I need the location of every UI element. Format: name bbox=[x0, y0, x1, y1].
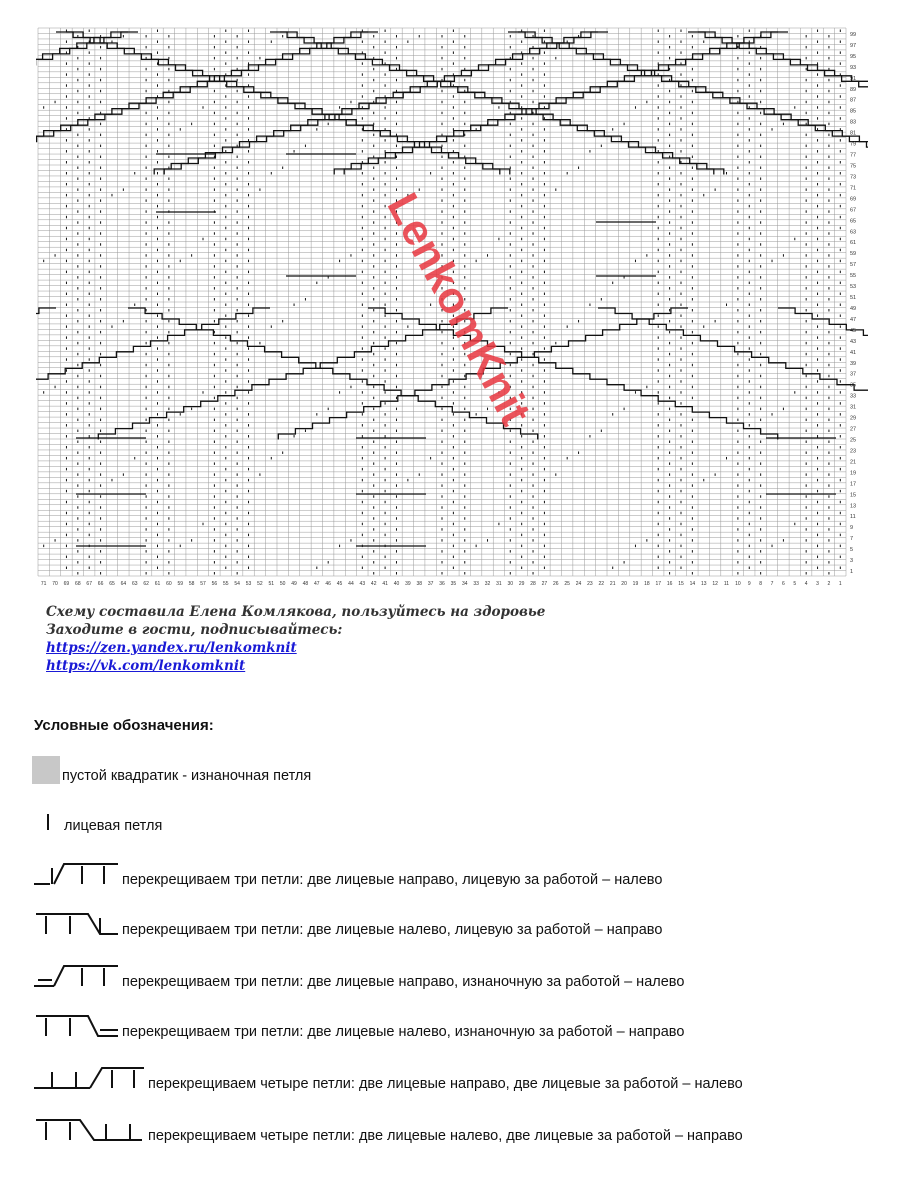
column-number-label: 58 bbox=[188, 581, 195, 587]
column-number-label: 51 bbox=[268, 581, 275, 587]
row-number-label: 3 bbox=[850, 558, 854, 565]
column-number-label: 11 bbox=[723, 581, 730, 587]
column-number-label: 48 bbox=[302, 581, 309, 587]
column-number-label: 47 bbox=[314, 581, 320, 587]
column-number-label: 36 bbox=[439, 581, 445, 587]
author-note: Схему составила Елена Комлякова, пользуйтесь на здоровье bbox=[46, 604, 546, 620]
legend-title: Условные обозначения: bbox=[34, 717, 214, 734]
row-number-label: 63 bbox=[850, 229, 857, 236]
column-number-label: 56 bbox=[211, 581, 218, 587]
column-number-label: 57 bbox=[200, 581, 206, 587]
column-number-label: 70 bbox=[52, 581, 58, 587]
column-number-label: 28 bbox=[530, 581, 536, 587]
column-number-label: 71 bbox=[40, 581, 47, 587]
column-number-label: 43 bbox=[359, 581, 366, 587]
column-number-label: 66 bbox=[97, 581, 104, 587]
cable-cross-line bbox=[344, 32, 788, 175]
row-number-label: 65 bbox=[850, 218, 857, 225]
legend-item-cross-3-right-knit bbox=[32, 860, 662, 888]
row-number-label: 99 bbox=[850, 31, 857, 38]
row-number-label: 13 bbox=[850, 503, 857, 510]
legend-item-cross-4-left bbox=[32, 1116, 743, 1144]
column-number-label: 55 bbox=[222, 581, 229, 587]
legend-item-cross-4-right bbox=[32, 1064, 743, 1092]
row-number-label: 59 bbox=[850, 251, 857, 258]
row-number-label: 91 bbox=[850, 75, 857, 82]
row-number-label: 23 bbox=[850, 448, 857, 455]
legend-text: перекрещиваем три петли: две лицевые налево, изнаночную за работой – направо bbox=[122, 1024, 685, 1040]
column-number-label: 50 bbox=[279, 581, 286, 587]
column-number-label: 23 bbox=[587, 581, 593, 587]
row-number-label: 49 bbox=[850, 305, 857, 312]
row-number-label: 95 bbox=[850, 53, 857, 60]
knitting-chart bbox=[36, 26, 868, 598]
row-number-label: 37 bbox=[850, 371, 857, 378]
cable-cross-line bbox=[36, 32, 368, 175]
row-number-label: 71 bbox=[850, 185, 857, 192]
cable-cross-line bbox=[270, 32, 714, 175]
column-number-label: 12 bbox=[712, 581, 718, 587]
column-number-label: 14 bbox=[689, 581, 696, 587]
cross-right-purl-icon bbox=[32, 962, 120, 990]
column-number-label: 31 bbox=[496, 581, 502, 587]
column-number-label: 33 bbox=[473, 581, 479, 587]
row-number-label: 7 bbox=[850, 536, 854, 543]
knit-bar-icon bbox=[32, 812, 62, 834]
column-number-label: 25 bbox=[564, 581, 570, 587]
column-number-label: 19 bbox=[632, 581, 639, 587]
column-number-label: 26 bbox=[553, 581, 559, 587]
row-number-label: 57 bbox=[850, 262, 857, 269]
row-number-label: 17 bbox=[850, 481, 857, 488]
column-number-label: 38 bbox=[416, 581, 423, 587]
row-number-label: 35 bbox=[850, 382, 857, 389]
row-number-label: 79 bbox=[850, 141, 857, 148]
legend-text: перекрещиваем три петли: две лицевые направо, лицевую за работой – налево bbox=[122, 872, 663, 888]
column-number-label: 9 bbox=[747, 581, 751, 587]
row-number-label: 93 bbox=[850, 64, 857, 71]
column-number-label: 67 bbox=[86, 581, 92, 587]
legend-text: перекрещиваем три петли: две лицевые налево, лицевую за работой – направо bbox=[122, 922, 663, 938]
legend-text: пустой квадратик - изнаночная петля bbox=[62, 768, 312, 784]
legend-item-purl bbox=[32, 756, 311, 784]
cross-left-purl-icon bbox=[32, 1012, 120, 1040]
row-number-label: 77 bbox=[850, 152, 857, 159]
row-number-label: 27 bbox=[850, 426, 857, 433]
row-number-label: 55 bbox=[850, 273, 857, 280]
legend-text: перекрещиваем четыре петли: две лицевые налево, две лицевые за работой – направо bbox=[148, 1128, 743, 1144]
row-number-label: 41 bbox=[850, 349, 857, 356]
zen-link[interactable]: https://zen.yandex.ru/lenkomknit bbox=[46, 640, 297, 656]
vk-link[interactable]: https://vk.com/lenkomknit bbox=[46, 658, 246, 674]
column-number-label: 2 bbox=[827, 581, 831, 587]
column-number-label: 54 bbox=[234, 581, 240, 587]
row-number-label: 85 bbox=[850, 108, 857, 115]
row-number-label: 75 bbox=[850, 163, 857, 170]
column-number-label: 20 bbox=[621, 581, 627, 587]
cable-cross-line bbox=[36, 308, 270, 440]
cross-4-right-icon bbox=[32, 1064, 146, 1092]
column-number-label: 5 bbox=[793, 581, 797, 587]
row-number-label: 73 bbox=[850, 174, 857, 181]
row-number-label: 19 bbox=[850, 470, 857, 477]
column-number-label: 18 bbox=[644, 581, 650, 587]
column-number-label: 30 bbox=[507, 581, 514, 587]
column-number-label: 53 bbox=[245, 581, 252, 587]
row-number-label: 21 bbox=[850, 459, 857, 466]
purl-square-icon bbox=[32, 756, 60, 784]
cable-cross-line bbox=[56, 32, 500, 175]
invite-note: Заходите в гости, подписывайтесь: bbox=[46, 622, 343, 638]
column-number-label: 68 bbox=[75, 581, 81, 587]
column-number-label: 42 bbox=[370, 581, 377, 587]
legend-item-cross-3-left-purl bbox=[32, 1012, 684, 1040]
row-number-label: 5 bbox=[850, 547, 854, 554]
legend-item-knit bbox=[32, 812, 162, 834]
column-number-label: 34 bbox=[461, 581, 468, 587]
legend-text: перекрещиваем четыре петли: две лицевые направо, две лицевые за работой – налево bbox=[148, 1076, 743, 1092]
row-number-label: 87 bbox=[850, 97, 857, 104]
column-number-label: 39 bbox=[405, 581, 411, 587]
column-number-label: 7 bbox=[770, 581, 774, 587]
row-number-label: 89 bbox=[850, 86, 857, 93]
column-number-label: 41 bbox=[382, 581, 388, 587]
column-number-label: 65 bbox=[109, 581, 115, 587]
column-number-label: 1 bbox=[838, 581, 842, 587]
row-number-label: 69 bbox=[850, 196, 857, 203]
column-number-label: 61 bbox=[154, 581, 161, 587]
row-number-label: 45 bbox=[850, 327, 857, 334]
cross-4-left-icon bbox=[32, 1116, 146, 1144]
column-number-label: 22 bbox=[598, 581, 605, 587]
column-number-label: 69 bbox=[63, 581, 70, 587]
row-number-label: 11 bbox=[850, 514, 856, 521]
column-number-label: 52 bbox=[257, 581, 263, 587]
row-number-label: 81 bbox=[850, 130, 857, 137]
column-number-label: 62 bbox=[143, 581, 149, 587]
column-number-label: 46 bbox=[325, 581, 331, 587]
cable-cross-line bbox=[598, 305, 868, 440]
column-number-label: 21 bbox=[609, 581, 616, 587]
column-number-label: 16 bbox=[666, 581, 673, 587]
column-number-label: 40 bbox=[393, 581, 400, 587]
watermark-text: LenkomKnit bbox=[377, 185, 541, 433]
column-number-label: 17 bbox=[655, 581, 662, 587]
cross-left-knit-icon bbox=[32, 910, 120, 938]
column-number-label: 63 bbox=[131, 581, 138, 587]
column-number-label: 29 bbox=[518, 581, 525, 587]
knitting-chart-grid bbox=[36, 26, 868, 598]
legend-item-cross-3-left-knit bbox=[32, 910, 662, 938]
row-number-label: 33 bbox=[850, 393, 857, 400]
legend-item-cross-3-right-purl bbox=[32, 962, 684, 990]
chart-credits bbox=[46, 603, 545, 675]
column-number-label: 13 bbox=[700, 581, 707, 587]
cable-cross-line bbox=[698, 32, 868, 175]
row-number-label: 31 bbox=[850, 404, 857, 411]
legend-text: перекрещиваем три петли: две лицевые направо, изнаночную за работой – налево bbox=[122, 974, 685, 990]
column-number-label: 60 bbox=[166, 581, 172, 587]
column-number-label: 27 bbox=[541, 581, 548, 587]
row-number-label: 1 bbox=[850, 569, 854, 576]
column-number-label: 10 bbox=[735, 581, 741, 587]
column-number-label: 15 bbox=[678, 581, 684, 587]
column-number-label: 6 bbox=[782, 581, 785, 587]
column-number-label: 4 bbox=[804, 581, 808, 587]
legend-text: лицевая петля bbox=[64, 818, 163, 834]
row-number-label: 67 bbox=[850, 207, 857, 214]
column-number-label: 35 bbox=[450, 581, 457, 587]
column-number-label: 45 bbox=[336, 581, 343, 587]
column-number-label: 44 bbox=[348, 581, 354, 587]
row-number-label: 15 bbox=[850, 492, 857, 499]
row-number-label: 39 bbox=[850, 360, 857, 367]
column-number-label: 64 bbox=[120, 581, 127, 587]
column-number-label: 59 bbox=[177, 581, 184, 587]
row-number-label: 51 bbox=[850, 295, 857, 302]
column-number-label: 37 bbox=[427, 581, 434, 587]
column-number-label: 49 bbox=[291, 581, 297, 587]
column-number-label: 3 bbox=[816, 581, 819, 587]
row-number-label: 97 bbox=[850, 42, 857, 49]
row-number-label: 47 bbox=[850, 316, 857, 323]
row-number-label: 25 bbox=[850, 437, 857, 444]
column-number-label: 32 bbox=[484, 581, 491, 587]
row-number-label: 9 bbox=[850, 525, 854, 532]
cross-right-knit-icon bbox=[32, 860, 120, 888]
row-number-label: 61 bbox=[850, 240, 857, 247]
row-number-label: 29 bbox=[850, 415, 857, 422]
row-number-label: 53 bbox=[850, 284, 857, 291]
cable-cross-line bbox=[36, 32, 128, 175]
column-number-label: 8 bbox=[759, 581, 763, 587]
column-number-label: 24 bbox=[575, 581, 582, 587]
row-number-label: 83 bbox=[850, 119, 857, 126]
row-number-label: 43 bbox=[850, 338, 857, 345]
